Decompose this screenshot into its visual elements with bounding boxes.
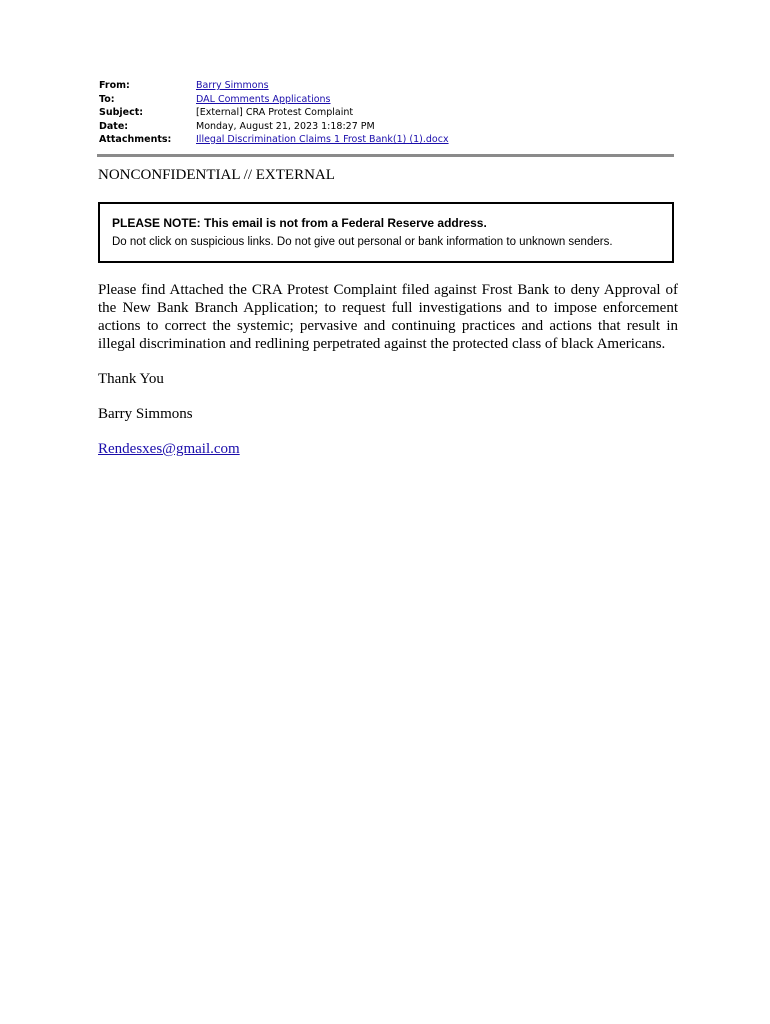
subject-row: [99, 106, 679, 120]
notice-title: PLEASE NOTE: This email is not from a Federal Reserve address.: [112, 216, 487, 230]
header-divider: [97, 154, 674, 157]
to-row: [99, 93, 679, 107]
attachments-label: Attachments:: [99, 134, 172, 145]
date-row: [99, 120, 679, 134]
from-link[interactable]: Barry Simmons: [196, 80, 269, 91]
to-label: To:: [99, 93, 115, 105]
external-email-notice: [98, 202, 674, 263]
email-header: [99, 79, 679, 147]
classification-label: NONCONFIDENTIAL // EXTERNAL: [98, 167, 335, 183]
closing-text: Thank You: [98, 371, 164, 387]
attachments-row: [99, 133, 679, 147]
signature-name: Barry Simmons: [98, 406, 193, 422]
subject-value: [External] CRA Protest Complaint: [196, 107, 354, 118]
from-label: From:: [99, 80, 130, 91]
body-paragraph: Please find Attached the CRA Protest Complaint filed against Frost Bank to deny Approval of the New Bank Branch Application; to request full investigations and to impose enforcement actions to correct the systemic; pervasive and continuing practices and actions that result in illegal discrimination and redlining perpetrated against the protected class of black Americans.: [98, 282, 678, 352]
to-link[interactable]: DAL Comments Applications: [196, 93, 331, 105]
notice-body: Do not click on suspicious links. Do not give out personal or bank information to unknown senders.: [112, 236, 613, 248]
date-label: Date:: [99, 120, 129, 132]
email-body: [98, 281, 678, 475]
from-row: [99, 79, 679, 93]
sender-email-link[interactable]: Rendesxes@gmail.com: [98, 441, 240, 457]
subject-label: Subject:: [99, 107, 144, 118]
attachment-link[interactable]: Illegal Discrimination Claims 1 Frost Bank(1) (1).docx: [196, 134, 449, 145]
date-value: Monday, August 21, 2023 1:18:27 PM: [196, 120, 375, 132]
